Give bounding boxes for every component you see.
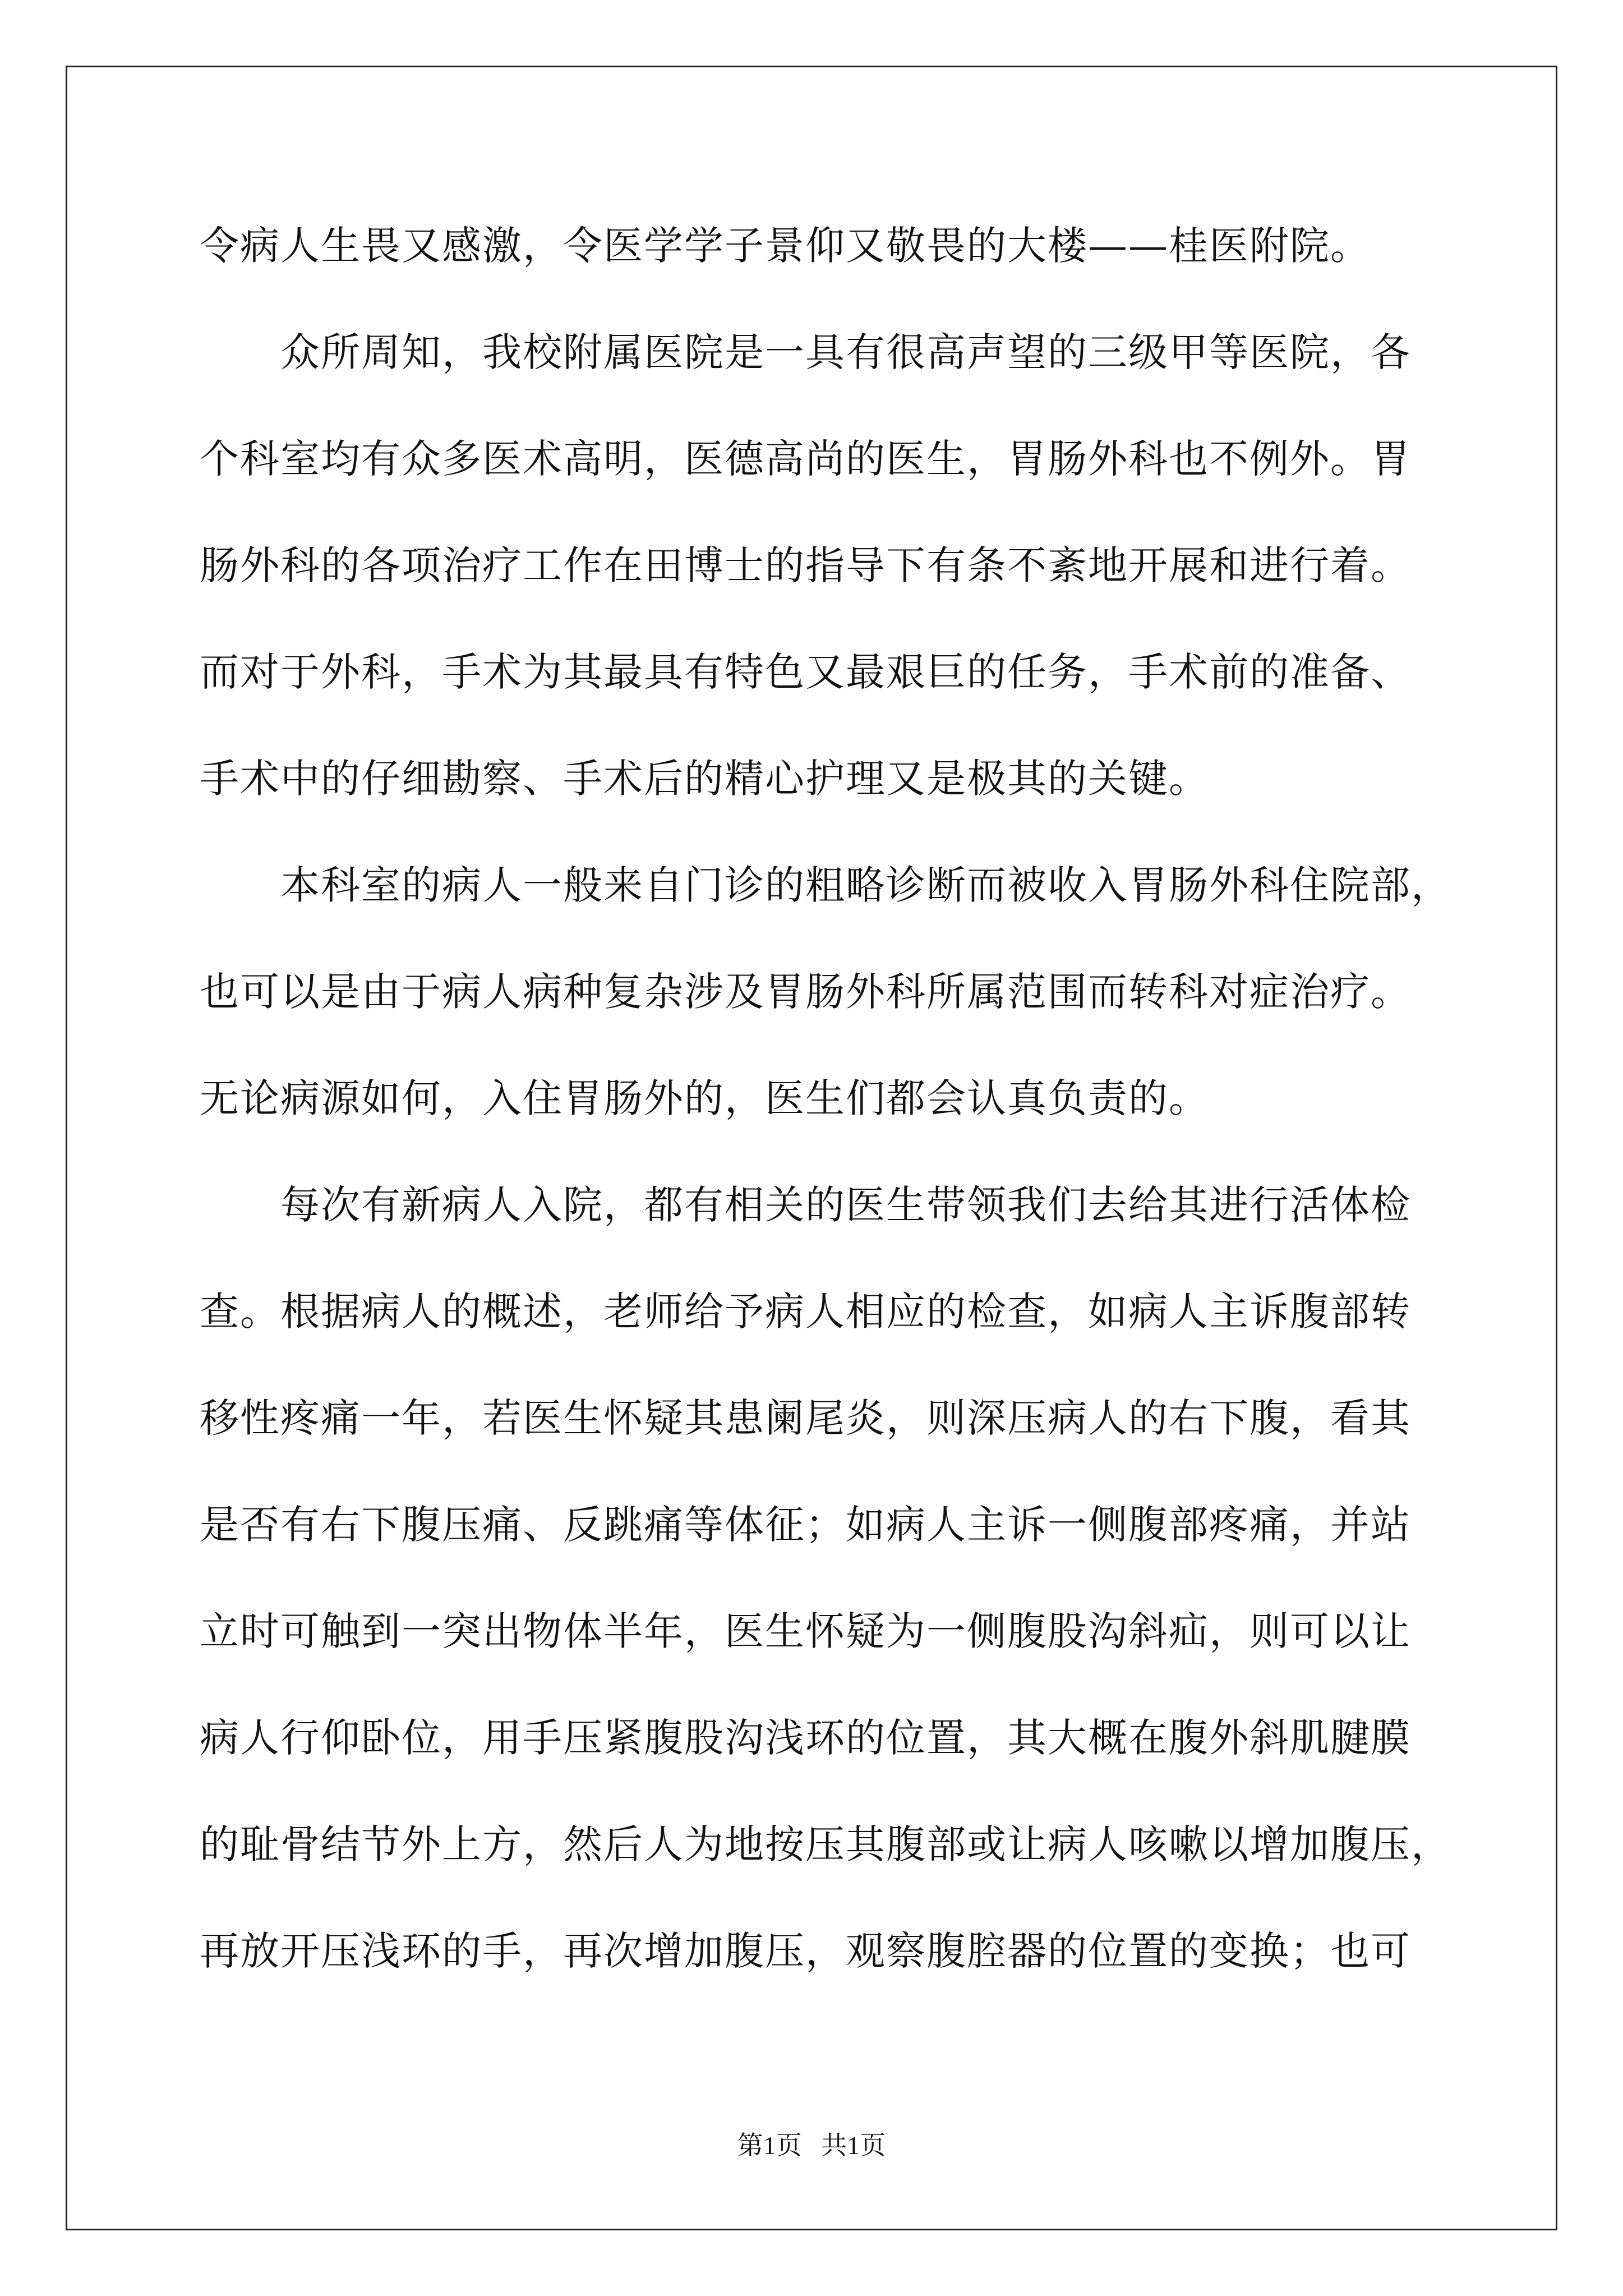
text-line: 令病人生畏又感激，令医学学子景仰又敬畏的大楼——桂医附院。: [200, 223, 1371, 269]
text-line: 移性疼痛一年，若医生怀疑其患阑尾炎，则深压病人的右下腹，看其: [200, 1395, 1411, 1441]
text-line: 立时可触到一突出物体半年，医生怀疑为一侧腹股沟斜疝，则可以让: [200, 1608, 1411, 1654]
text-line: 的耻骨结节外上方，然后人为地按压其腹部或让病人咳嗽以增加腹压，: [200, 1821, 1451, 1867]
page-border: [66, 66, 1557, 2230]
paragraph-start-line: 众所周知，我校附属医院是一具有很高声望的三级甲等医院，各: [280, 329, 1411, 375]
text-line: 而对于外科，手术为其最具有特色又最艰巨的任务，手术前的准备、: [200, 649, 1411, 695]
text-line: 也可以是由于病人病种复杂涉及胃肠外科所属范围而转科对症治疗。: [200, 969, 1411, 1015]
paragraph-start-line: 每次有新病人入院，都有相关的医生带领我们去给其进行活体检: [280, 1182, 1411, 1228]
text-line: 再放开压浅环的手，再次增加腹压，观察腹腔器的位置的变换；也可: [200, 1928, 1411, 1974]
text-line: 手术中的仔细勘察、手术后的精心护理又是极其的关键。: [200, 756, 1209, 802]
text-line: 病人行仰卧位，用手压紧腹股沟浅环的位置，其大概在腹外斜肌腱膜: [200, 1715, 1411, 1761]
text-line: 无论病源如何，入住胃肠外的，医生们都会认真负责的。: [200, 1075, 1209, 1121]
text-line: 查。根据病人的概述，老师给予病人相应的检查，如病人主诉腹部转: [200, 1289, 1411, 1335]
page-footer: [0, 2129, 1623, 2162]
text-line: 个科室均有众多医术高明，医德高尚的医生，胃肠外科也不例外。胃: [200, 436, 1411, 482]
paragraph-start-line: 本科室的病人一般来自门诊的粗略诊断而被收入胃肠外科住院部，: [280, 862, 1451, 908]
text-line: 肠外科的各项治疗工作在田博士的指导下有条不紊地开展和进行着。: [200, 542, 1411, 588]
page-number: 第1页: [737, 2131, 802, 2160]
page-total: 共1页: [821, 2131, 886, 2160]
text-line: 是否有右下腹压痛、反跳痛等体征；如病人主诉一侧腹部疼痛，并站: [200, 1502, 1411, 1548]
